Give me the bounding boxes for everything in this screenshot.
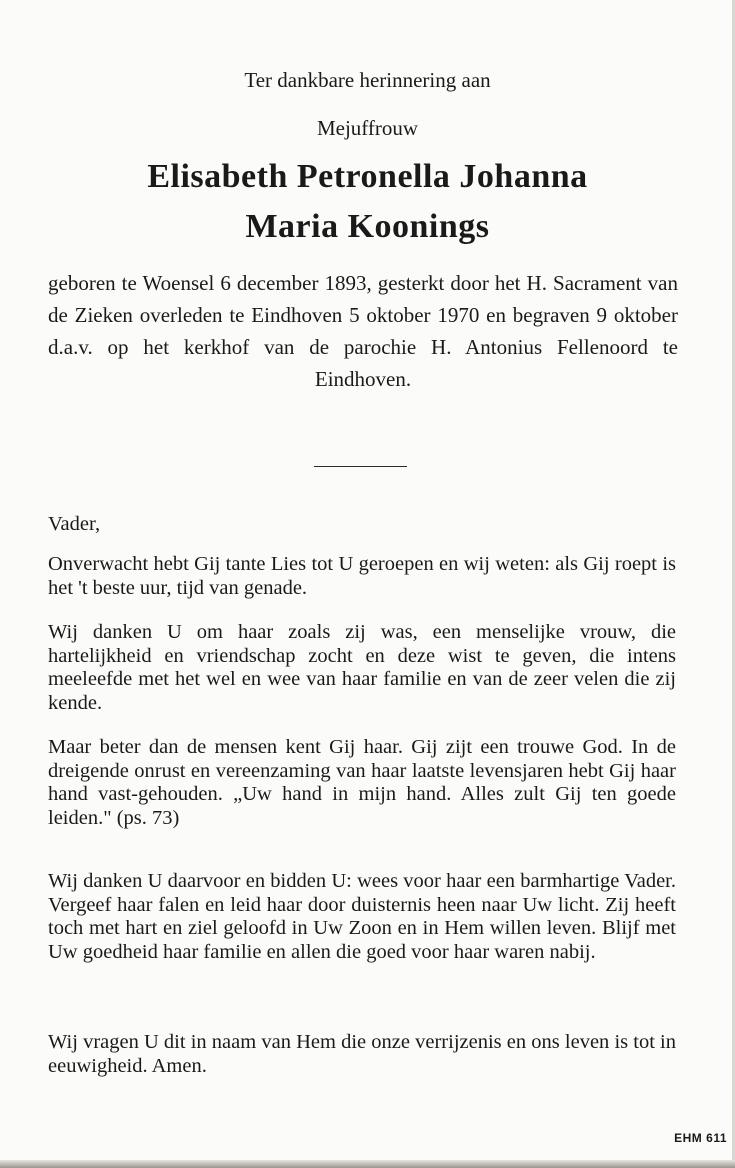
prayer-paragraph-1: Onverwacht hebt Gij tante Lies tot U geroepen en wij weten: als Gij roept is het 't beste uur, tijd van genade. (48, 553, 676, 599)
prayer-paragraph-4: Wij danken U daarvoor en bidden U: wees voor haar een barmhartige Vader. Vergeef haar falen en leid haar door duisternis heen naar Uw licht. Zij heeft toch met hart en ziel geloofd in Uw Zoon en in Hem willen leven. Blijf met Uw goedheid haar familie en allen die goed voor haar waren nabij. (48, 870, 676, 963)
prayer-paragraph-2: Wij danken U om haar zoals zij was, een menselijke vrouw, die hartelijkheid en vriendschap zocht en deze wist te geven, die intens meeleefde met het wel en wee van haar familie en van de zeer velen die zij kende. (48, 621, 676, 714)
biography-paragraph: geboren te Woensel 6 december 1893, gesterkt door het H. Sacrament van de Zieken overleden te Eindhoven 5 oktober 1970 en begraven 9 oktober d.a.v. op het kerkhof van de parochie H. Antonius Fellenoord te Eindhoven. (48, 271, 678, 391)
prayer-paragraph-5: Wij vragen U dit in naam van Hem die onze verrijzenis en ons leven is tot in eeuwigheid. Amen. (48, 1031, 676, 1077)
deceased-name-line-1: Elisabeth Petronella Johanna (147, 158, 588, 195)
intro-title: Mejuffrouw (316, 116, 419, 140)
printer-code: EHM 611 (674, 1131, 727, 1145)
section-divider (314, 466, 407, 467)
prayer-paragraph-3: Maar beter dan de mensen kent Gij haar. Gij zijt een trouwe God. In de dreigende onrust en vereenzaming van haar laatste levensjaren hebt Gij haar hand vast-gehouden. „Uw hand in mijn hand. Alles zult Gij ten goede leiden." (ps. 73) (48, 736, 676, 829)
deceased-name-line-2: Maria Koonings (245, 208, 490, 245)
intro-dedication: Ter dankbare herinnering aan (244, 68, 491, 92)
prayer-address: Vader, (48, 513, 101, 535)
card-bottom-edge (0, 1160, 735, 1168)
